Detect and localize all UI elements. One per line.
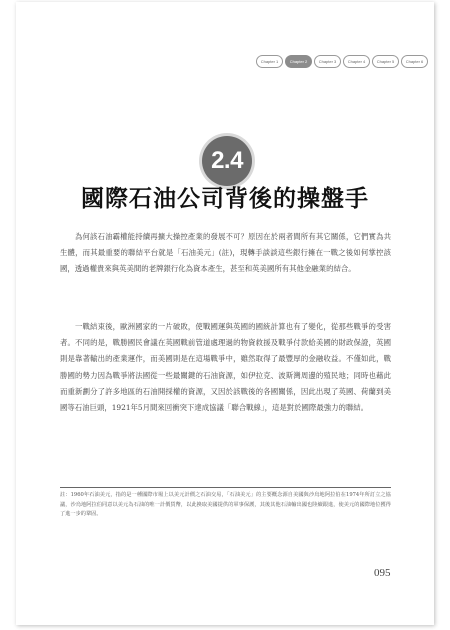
footnote-divider: [60, 487, 391, 488]
paragraph-1-text: 為何該石油霸權能持續再擴大操控產業的發展不可？原因在於兩者間所有其它關係，它們實為共生體，而其最重要的聯結平台就是「石油美元」(註)，現轉手談談這些銀行擁在一戰之後如何掌控該國，透過權貴來與英美間的老牌銀行化為資本產生，甚至和英美國所有其他金融業的結合。: [60, 232, 391, 274]
paragraph-1: [60, 229, 391, 278]
page-sheet: [16, 2, 434, 625]
page-number: 095: [374, 567, 391, 579]
chapter-tab-4[interactable]: Chapter 4: [343, 55, 370, 68]
section-number-badge: [202, 136, 252, 186]
paragraph-2: [60, 319, 391, 416]
chapter-tab-1[interactable]: Chapter 1: [256, 55, 283, 68]
chapter-tab-2[interactable]: Chapter 2: [285, 55, 312, 68]
chapter-tab-5[interactable]: Chapter 5: [372, 55, 399, 68]
paragraph-2-text: 一戰結束後，歐洲國家的一片破敗，使戰國運與英國的國統計算也有了變化，從那些戰爭的受害者。不同的是，戰勝國民會議在英國戰前管道處理過的物資救援及戰爭付款給美國的財政保證，英國則是靠著輸出的產業運作，而美國則是在這場戰爭中，雖然取得了最豐厚的金融收益。不僅如此，戰勝國的勢力因為戰爭將法國從一些最關鍵的石油資源，如伊拉克、波斯灣周邊的殖民地；同時也藉此而重新劃分了許多地區的石油開採權的資源，又因於該戰後的各國關係，因此出現了英國、荷蘭到美國等石油巨頭，1921年5月間來回衝突下達成協議「聯合戰線」，這是對於國際最強力的聯結。: [60, 322, 391, 413]
chapter-tab-6[interactable]: Chapter 6: [401, 55, 428, 68]
footnote: 註：1960年石油美元，指的是一種國際市場上以美元計價之石油交易，「石油美元」的主要概念源自美國與沙烏地阿拉伯在1974年所訂立之協議，沙烏地阿拉伯同意以美元為石油的唯一計價貨幣，以此換取美國提供的軍事保護，其後其他石油輸出國也陸續跟進，使美元的國際地位獲得了進一步的鞏固。: [60, 492, 391, 517]
section-number: 2.4: [211, 147, 243, 174]
chapter-tab-3[interactable]: Chapter 3: [314, 55, 341, 68]
chapter-tabs: [256, 55, 428, 68]
section-title: 國際石油公司背後的操盤手: [81, 186, 369, 212]
